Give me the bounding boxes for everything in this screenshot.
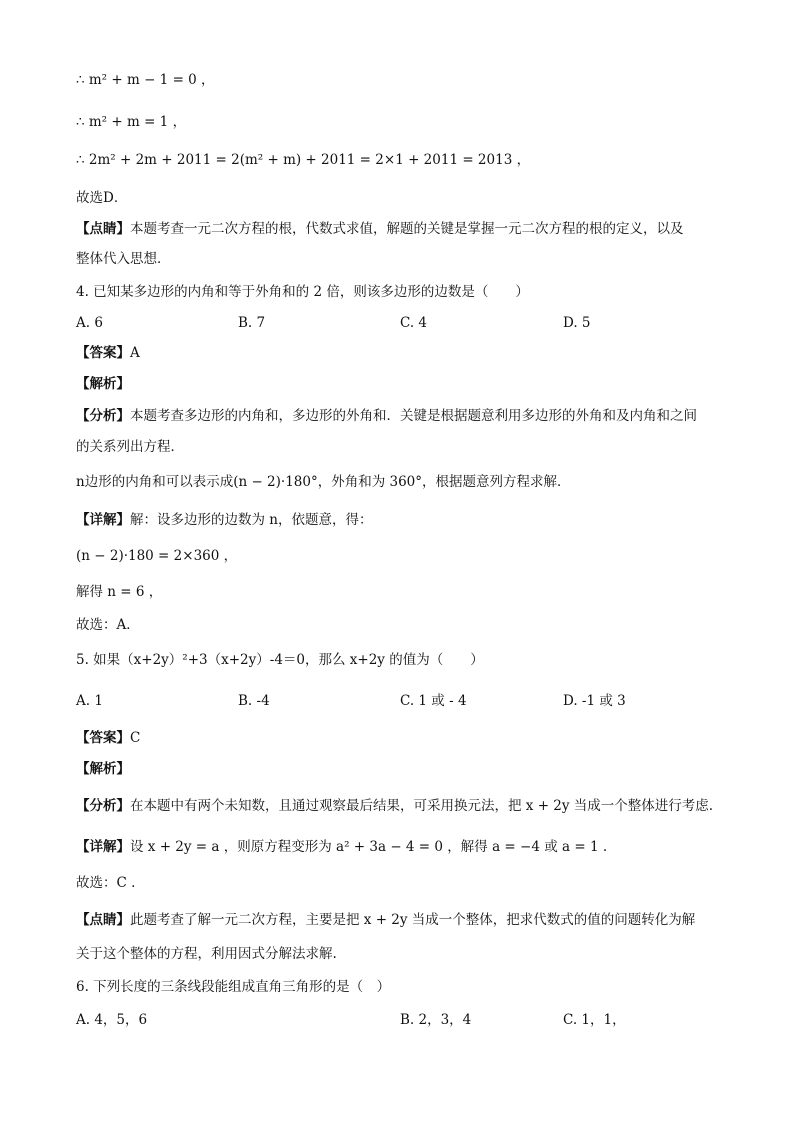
q5-answer — [76, 728, 140, 748]
q4-detail — [76, 510, 373, 530]
q4-equation: (n − 2)·180 = 2×360 ， — [76, 548, 238, 564]
q5-choose: 故选：C . — [76, 875, 136, 891]
line-choose-d: 故选D． — [76, 190, 128, 206]
q4-option-b: B. 7 — [238, 315, 266, 331]
q5-option-b: B. -4 — [238, 693, 270, 709]
line-therefore-1: ∴ m² + m − 1 = 0 ， — [76, 72, 215, 88]
q4-option-d: D. 5 — [563, 315, 591, 331]
q4-option-c: C. 4 — [400, 315, 428, 331]
point-note — [76, 219, 684, 239]
q5-answer-tag: 【答案】 — [76, 730, 130, 746]
q5-answer-value: C — [130, 730, 141, 746]
q6-option-c: C. 1，1， — [563, 1012, 626, 1028]
q5-option-d: D. -1 或 3 — [563, 693, 626, 709]
q5-point-note — [76, 910, 695, 930]
q4-analysis-heading: 【解析】 — [76, 376, 130, 392]
q4-solution: 解得 n = 6 ， — [76, 584, 163, 600]
line-therefore-3: ∴ 2m² + 2m + 2011 = 2(m² + m) + 2011 = 2×1 + 2011 = 2013 ， — [76, 152, 531, 168]
q5-point-note-cont: 关于这个整体的方程，利用因式分解法求解. — [76, 946, 337, 962]
q5-fenxi-tag: 【分析】 — [76, 798, 130, 814]
q5-point-note-tag: 【点睛】 — [76, 912, 130, 928]
q4-formula-line: n边形的内角和可以表示成(n − 2)·180°，外角和为 360°，根据题意列方程求解． — [76, 474, 571, 490]
line-therefore-2: ∴ m² + m = 1 ， — [76, 114, 187, 130]
q4-option-a: A. 6 — [76, 315, 103, 331]
question-6: 6. 下列长度的三条线段能组成直角三角形的是（ ） — [76, 979, 391, 995]
q4-fenxi-tag: 【分析】 — [76, 408, 130, 424]
point-note-tag: 【点睛】 — [76, 221, 130, 237]
point-note-cont: 整体代入思想． — [76, 251, 171, 267]
q4-choose: 故选：A． — [76, 617, 140, 633]
q5-detail-tag: 【详解】 — [76, 839, 130, 855]
question-4: 4. 已知某多边形的内角和等于外角和的 2 倍，则该多边形的边数是（ ） — [76, 284, 529, 300]
q4-fenxi-cont: 的关系列出方程． — [76, 439, 184, 455]
q5-option-a: A. 1 — [76, 693, 103, 709]
q6-option-a: A. 4，5，6 — [76, 1012, 148, 1028]
q4-detail-text: 解：设多边形的边数为 n，依题意，得： — [130, 512, 373, 528]
q5-analysis-heading: 【解析】 — [76, 761, 130, 777]
q4-answer — [76, 343, 140, 363]
q4-fenxi-text: 本题考查多边形的内角和，多边形的外角和．关键是根据题意利用多边形的外角和及内角和之间 — [130, 408, 697, 424]
q6-option-b: B. 2，3，4 — [400, 1012, 472, 1028]
q5-option-c: C. 1 或 - 4 — [400, 693, 467, 709]
q5-point-note-text: 此题考查了解一元二次方程，主要是把 x + 2y 当成一个整体，把求代数式的值的问题转化为解 — [130, 912, 696, 928]
question-5: 5. 如果（x+2y）²+3（x+2y）-4＝0，那么 x+2y 的值为（ ） — [76, 652, 484, 668]
q5-fenxi — [76, 796, 713, 816]
q5-fenxi-text: 在本题中有两个未知数，且通过观察最后结果，可采用换元法，把 x + 2y 当成一个整体进行考虑. — [130, 798, 714, 814]
q4-answer-value: A — [130, 345, 140, 361]
q4-answer-tag: 【答案】 — [76, 345, 130, 361]
q4-fenxi — [76, 406, 697, 426]
q5-detail-text: 设 x + 2y = a ，则原方程变形为 a² + 3a − 4 = 0 ，解得 a = −4 或 a = 1 . — [130, 839, 608, 855]
point-note-text: 本题考查一元二次方程的根，代数式求值，解题的关键是掌握一元二次方程的根的定义，以及 — [130, 221, 684, 237]
q5-detail — [76, 837, 607, 857]
q4-detail-tag: 【详解】 — [76, 512, 130, 528]
